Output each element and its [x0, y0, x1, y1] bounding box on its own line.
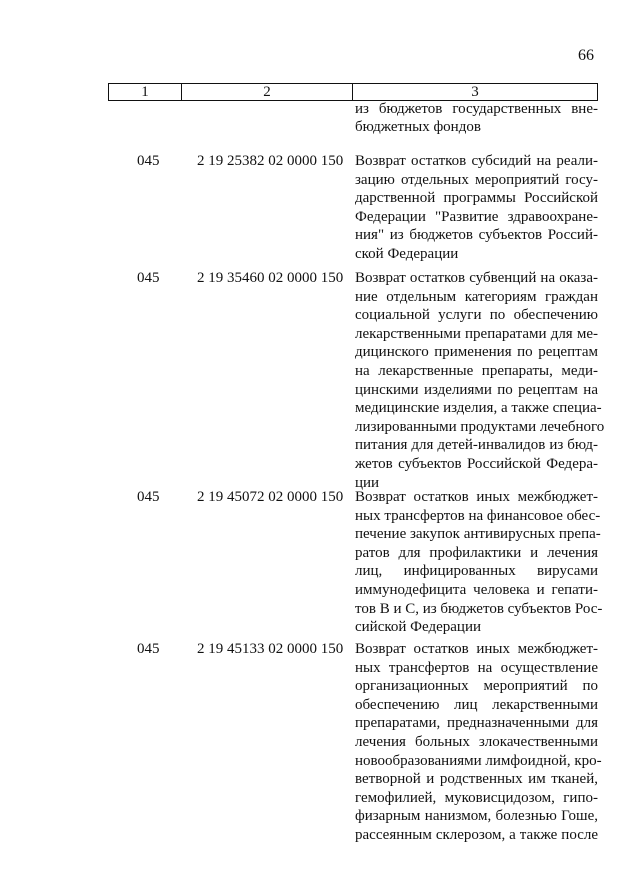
- budget-classification-code: 2 19 45072 02 0000 150: [197, 489, 344, 505]
- budget-classification-code: 2 19 25382 02 0000 150: [197, 153, 344, 169]
- desc-line: медицинские изделия, а также специа-: [355, 400, 602, 417]
- desc-line: ратов для профилактики и лечения: [355, 544, 598, 561]
- desc-line: цинскими изделиями по рецептам на: [355, 381, 598, 398]
- desc-line: лиц, инфицированных вирусами: [355, 563, 598, 580]
- desc-line: Возврат остатков иных межбюджет-: [355, 489, 598, 505]
- desc-line: питания для детей-инвалидов из бюд-: [355, 437, 598, 454]
- desc-line: ции: [355, 474, 380, 491]
- desc-line: ветворной и родственных им тканей,: [355, 771, 598, 788]
- budget-classification-code: 2 19 35460 02 0000 150: [197, 270, 344, 286]
- desc-line: ния" из бюджетов субъектов Россий-: [355, 227, 598, 244]
- desc-line: лизированными продуктами лечебного: [355, 418, 605, 435]
- desc-line: зацию отдельных мероприятий госу-: [355, 171, 598, 188]
- header-col-2: 2: [182, 84, 353, 101]
- desc-line: препаратами, предназначенными для: [355, 715, 598, 732]
- desc-line: бюджетных фондов: [355, 118, 481, 135]
- admin-code: 045: [137, 489, 160, 505]
- desc-line: тов В и С, из бюджетов субъектов Рос-: [355, 600, 603, 617]
- desc-line: гемофилией, муковисцидозом, гипо-: [355, 789, 598, 806]
- admin-code: 045: [137, 270, 160, 286]
- admin-code: 045: [137, 153, 160, 169]
- desc-line: Федерации "Развитие здравоохране-: [355, 208, 598, 225]
- row-description: [355, 640, 602, 845]
- desc-line: ской Федерации: [355, 245, 459, 262]
- desc-line: из бюджетов государственных вне-: [355, 101, 598, 117]
- page-number: 66: [578, 47, 594, 64]
- desc-line: на лекарственные препараты, меди-: [355, 362, 598, 379]
- desc-line: новообразованиями лимфоидной, кро-: [355, 752, 602, 769]
- continued-description: [355, 101, 598, 136]
- desc-line: ние отдельным категориям граждан: [355, 288, 598, 305]
- desc-line: социальной услуги по обеспечению: [355, 307, 598, 324]
- desc-line: ных трансфертов на финансовое обес-: [355, 507, 601, 524]
- desc-line: дарственной программы Российской: [355, 190, 598, 207]
- desc-line: сийской Федерации: [355, 619, 482, 636]
- desc-line: рассеянным склерозом, а также после: [355, 826, 598, 843]
- desc-line: организационных мероприятий по: [355, 678, 598, 695]
- desc-line: ных трансфертов на осуществление: [355, 659, 598, 676]
- desc-line: лечения больных злокачественными: [355, 733, 598, 750]
- desc-line: лекарственными препаратами для ме-: [355, 325, 598, 342]
- desc-line: дицинского применения по рецептам: [355, 344, 598, 361]
- desc-line: жетов субъектов Российской Федера-: [355, 455, 598, 472]
- row-description: [355, 152, 598, 264]
- row-description: [355, 488, 603, 637]
- desc-line: иммунодефицита человека и гепати-: [355, 581, 598, 598]
- desc-line: физарным нанизмом, болезнью Гоше,: [355, 808, 598, 825]
- desc-line: Возврат остатков субсидий на реали-: [355, 153, 598, 169]
- budget-classification-code: 2 19 45133 02 0000 150: [197, 641, 344, 657]
- desc-line: Возврат остатков иных межбюджет-: [355, 641, 598, 657]
- row-description: [355, 269, 605, 492]
- header-col-1: 1: [109, 84, 182, 101]
- header-col-3: 3: [353, 84, 598, 101]
- desc-line: Возврат остатков субвенций на оказа-: [355, 270, 598, 286]
- admin-code: 045: [137, 641, 160, 657]
- desc-line: обеспечению лиц лекарственными: [355, 696, 598, 713]
- desc-line: печение закупок антивирусных препа-: [355, 526, 601, 543]
- column-header-table: [108, 83, 598, 101]
